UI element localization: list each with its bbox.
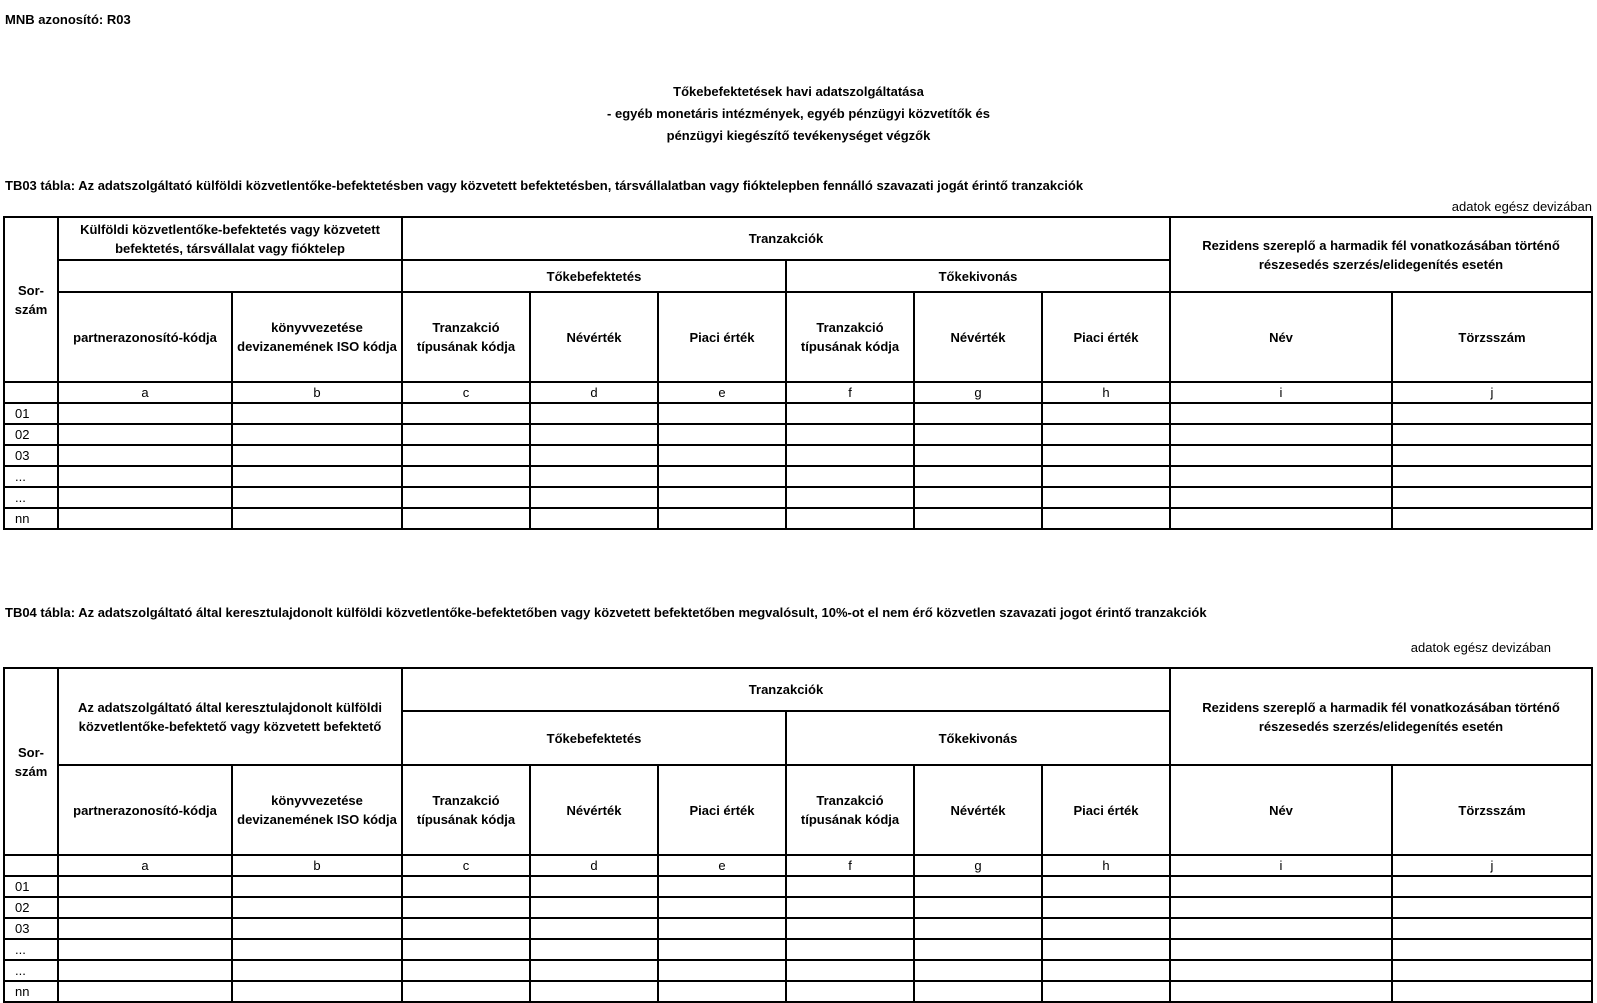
row-number: 03 xyxy=(4,918,58,939)
data-cell[interactable] xyxy=(1042,403,1170,424)
title-line-3: pénzügyi kiegészítő tevékenységet végzők xyxy=(666,128,931,143)
data-cell[interactable] xyxy=(402,981,530,1002)
column-header: partnerazonosító-kódja xyxy=(58,292,232,382)
data-cell[interactable] xyxy=(786,876,914,897)
data-cell[interactable] xyxy=(786,960,914,981)
data-cell[interactable] xyxy=(914,424,1042,445)
data-cell[interactable] xyxy=(1392,487,1592,508)
data-cell[interactable] xyxy=(1392,981,1592,1002)
row-number: 01 xyxy=(4,876,58,897)
data-cell[interactable] xyxy=(1170,960,1392,981)
table-row xyxy=(4,466,1592,487)
data-cell[interactable] xyxy=(1170,445,1392,466)
data-cell[interactable] xyxy=(1170,876,1392,897)
data-cell[interactable] xyxy=(658,424,786,445)
row-number: 02 xyxy=(4,424,58,445)
data-cell[interactable] xyxy=(402,876,530,897)
rezidens-group-header: Rezidens szereplő a harmadik fél vonatkozásában történő részesedés szerzés/elidegenítés esetén xyxy=(1170,217,1592,292)
entity-group-header: Külföldi közvetlentőke-befektetés vagy közvetett befektetés, társvállalat vagy fióktelep xyxy=(58,217,402,260)
data-cell[interactable] xyxy=(914,939,1042,960)
data-cell[interactable] xyxy=(786,508,914,529)
column-letter: b xyxy=(232,382,402,403)
table-row xyxy=(4,508,1592,529)
column-header: Piaci érték xyxy=(1042,292,1170,382)
data-cell[interactable] xyxy=(658,981,786,1002)
data-cell[interactable] xyxy=(658,487,786,508)
tb03-unit-note: adatok egész devizában xyxy=(1451,199,1592,214)
data-cell[interactable] xyxy=(1042,445,1170,466)
data-cell[interactable] xyxy=(914,403,1042,424)
data-cell[interactable] xyxy=(58,918,232,939)
table-row xyxy=(4,403,1592,424)
data-cell[interactable] xyxy=(1392,876,1592,897)
form-title xyxy=(0,81,1597,147)
row-number: 01 xyxy=(4,403,58,424)
data-cell[interactable] xyxy=(58,981,232,1002)
table-row xyxy=(4,424,1592,445)
data-cell[interactable] xyxy=(530,876,658,897)
row-number: ... xyxy=(4,960,58,981)
column-header: Törzsszám xyxy=(1392,292,1592,382)
table-row xyxy=(4,918,1592,939)
letter-row-blank xyxy=(4,855,58,876)
data-cell[interactable] xyxy=(658,403,786,424)
data-cell[interactable] xyxy=(232,466,402,487)
tokebefektetes-header: Tőkebefektetés xyxy=(402,260,786,292)
column-header: Piaci érték xyxy=(1042,765,1170,855)
data-cell[interactable] xyxy=(786,897,914,918)
data-cell[interactable] xyxy=(914,445,1042,466)
data-cell[interactable] xyxy=(658,960,786,981)
data-cell[interactable] xyxy=(232,487,402,508)
row-number: ... xyxy=(4,939,58,960)
data-cell[interactable] xyxy=(658,897,786,918)
data-cell[interactable] xyxy=(530,487,658,508)
data-cell[interactable] xyxy=(786,445,914,466)
tb03-table xyxy=(3,216,1593,530)
data-cell[interactable] xyxy=(58,403,232,424)
data-cell[interactable] xyxy=(1392,508,1592,529)
letter-row-blank xyxy=(4,382,58,403)
data-cell[interactable] xyxy=(786,487,914,508)
data-cell[interactable] xyxy=(232,960,402,981)
data-cell[interactable] xyxy=(530,918,658,939)
data-cell[interactable] xyxy=(402,918,530,939)
entity-group-header-cont xyxy=(58,260,402,292)
data-cell[interactable] xyxy=(402,897,530,918)
column-letter: e xyxy=(658,382,786,403)
row-number: 03 xyxy=(4,445,58,466)
row-number: nn xyxy=(4,508,58,529)
tokekivonas-header: Tőkekivonás xyxy=(786,260,1170,292)
data-cell[interactable] xyxy=(658,445,786,466)
data-cell[interactable] xyxy=(232,508,402,529)
rezidens-group-header: Rezidens szereplő a harmadik fél vonatkozásában történő részesedés szerzés/elidegenítés esetén xyxy=(1170,668,1592,765)
data-cell[interactable] xyxy=(658,876,786,897)
data-cell[interactable] xyxy=(1170,508,1392,529)
data-cell[interactable] xyxy=(914,876,1042,897)
column-header: könyvvezetése devizanemének ISO kódja xyxy=(232,292,402,382)
data-cell[interactable] xyxy=(1042,466,1170,487)
data-cell[interactable] xyxy=(1392,403,1592,424)
column-letter: a xyxy=(58,855,232,876)
data-cell[interactable] xyxy=(58,424,232,445)
row-number: nn xyxy=(4,981,58,1002)
data-cell[interactable] xyxy=(1392,424,1592,445)
column-header: Névérték xyxy=(530,292,658,382)
data-cell[interactable] xyxy=(914,960,1042,981)
tb03-caption: TB03 tábla: Az adatszolgáltató külföldi közvetlentőke-befektetésben vagy közvetett befektetésben, társvállalatban vagy fióktelepben fennálló szavazati jogát érintő tranzakciók xyxy=(5,178,1084,193)
column-letter: i xyxy=(1170,855,1392,876)
tb04-unit-note: adatok egész devizában xyxy=(1410,640,1551,655)
data-cell[interactable] xyxy=(530,981,658,1002)
data-cell[interactable] xyxy=(1042,981,1170,1002)
data-cell[interactable] xyxy=(530,960,658,981)
data-cell[interactable] xyxy=(658,939,786,960)
data-cell[interactable] xyxy=(58,508,232,529)
column-letter: d xyxy=(530,382,658,403)
column-header: Név xyxy=(1170,765,1392,855)
tranzakciok-header: Tranzakciók xyxy=(402,217,1170,260)
sor-szam-header: Sor-szám xyxy=(4,668,58,855)
data-cell[interactable] xyxy=(914,918,1042,939)
sor-szam-header: Sor-szám xyxy=(4,217,58,382)
row-number: ... xyxy=(4,487,58,508)
tranzakciok-header: Tranzakciók xyxy=(402,668,1170,711)
data-cell[interactable] xyxy=(1042,960,1170,981)
table-row xyxy=(4,897,1592,918)
data-cell[interactable] xyxy=(658,508,786,529)
data-cell[interactable] xyxy=(1042,939,1170,960)
column-header: Tranzakció típusának kódja xyxy=(786,292,914,382)
entity-group-header: Az adatszolgáltató által keresztulajdonolt külföldi közvetlentőke-befektető vagy közvetett befektető xyxy=(58,668,402,765)
table-row xyxy=(4,981,1592,1002)
data-cell[interactable] xyxy=(402,403,530,424)
data-cell[interactable] xyxy=(1042,424,1170,445)
column-letter: h xyxy=(1042,855,1170,876)
row-number: ... xyxy=(4,466,58,487)
data-cell[interactable] xyxy=(1170,939,1392,960)
column-header: Tranzakció típusának kódja xyxy=(402,765,530,855)
column-header: Tranzakció típusának kódja xyxy=(402,292,530,382)
column-letter: g xyxy=(914,855,1042,876)
data-cell[interactable] xyxy=(1042,508,1170,529)
column-letter: b xyxy=(232,855,402,876)
data-cell[interactable] xyxy=(402,939,530,960)
data-cell[interactable] xyxy=(402,487,530,508)
data-cell[interactable] xyxy=(1042,918,1170,939)
data-cell[interactable] xyxy=(786,403,914,424)
data-cell[interactable] xyxy=(914,487,1042,508)
data-cell[interactable] xyxy=(1170,466,1392,487)
data-cell[interactable] xyxy=(1392,939,1592,960)
column-header: Névérték xyxy=(530,765,658,855)
data-cell[interactable] xyxy=(58,897,232,918)
data-cell[interactable] xyxy=(914,897,1042,918)
data-cell[interactable] xyxy=(530,508,658,529)
data-cell[interactable] xyxy=(786,466,914,487)
data-cell[interactable] xyxy=(1042,876,1170,897)
column-letter: f xyxy=(786,855,914,876)
data-cell[interactable] xyxy=(402,466,530,487)
data-cell[interactable] xyxy=(58,960,232,981)
data-cell[interactable] xyxy=(1042,897,1170,918)
data-cell[interactable] xyxy=(786,918,914,939)
tb04-table xyxy=(3,667,1593,1003)
title-line-1: Tőkebefektetések havi adatszolgáltatása xyxy=(673,84,924,99)
data-cell[interactable] xyxy=(232,981,402,1002)
data-cell[interactable] xyxy=(658,918,786,939)
column-header: könyvvezetése devizanemének ISO kódja xyxy=(232,765,402,855)
data-cell[interactable] xyxy=(232,939,402,960)
data-cell[interactable] xyxy=(58,876,232,897)
column-header: Törzsszám xyxy=(1392,765,1592,855)
data-cell[interactable] xyxy=(1042,487,1170,508)
data-cell[interactable] xyxy=(1170,897,1392,918)
data-cell[interactable] xyxy=(530,939,658,960)
data-cell[interactable] xyxy=(1392,445,1592,466)
column-letter: c xyxy=(402,382,530,403)
table-row xyxy=(4,445,1592,466)
data-cell[interactable] xyxy=(1170,424,1392,445)
data-cell[interactable] xyxy=(1392,897,1592,918)
column-letter: f xyxy=(786,382,914,403)
data-cell[interactable] xyxy=(1392,918,1592,939)
data-cell[interactable] xyxy=(58,487,232,508)
data-cell[interactable] xyxy=(914,466,1042,487)
column-header: Tranzakció típusának kódja xyxy=(786,765,914,855)
column-header: partnerazonosító-kódja xyxy=(58,765,232,855)
column-header: Névérték xyxy=(914,292,1042,382)
column-letter: j xyxy=(1392,855,1592,876)
data-cell[interactable] xyxy=(1170,403,1392,424)
column-letter: g xyxy=(914,382,1042,403)
data-cell[interactable] xyxy=(1170,981,1392,1002)
column-header: Piaci érték xyxy=(658,765,786,855)
data-cell[interactable] xyxy=(232,918,402,939)
data-cell[interactable] xyxy=(232,403,402,424)
data-cell[interactable] xyxy=(530,403,658,424)
data-cell[interactable] xyxy=(1392,466,1592,487)
data-cell[interactable] xyxy=(786,981,914,1002)
column-header: Név xyxy=(1170,292,1392,382)
mnb-identifier: MNB azonosító: R03 xyxy=(5,12,131,27)
data-cell[interactable] xyxy=(402,508,530,529)
row-number: 02 xyxy=(4,897,58,918)
column-header: Névérték xyxy=(914,765,1042,855)
column-letter: d xyxy=(530,855,658,876)
data-cell[interactable] xyxy=(914,508,1042,529)
table-row xyxy=(4,487,1592,508)
column-header: Piaci érték xyxy=(658,292,786,382)
table-row xyxy=(4,876,1592,897)
data-cell[interactable] xyxy=(232,424,402,445)
table-row xyxy=(4,960,1592,981)
column-letter: c xyxy=(402,855,530,876)
column-letter: h xyxy=(1042,382,1170,403)
data-cell[interactable] xyxy=(530,466,658,487)
data-cell[interactable] xyxy=(402,960,530,981)
title-line-2: - egyéb monetáris intézmények, egyéb pénzügyi közvetítők és xyxy=(607,106,990,121)
data-cell[interactable] xyxy=(658,466,786,487)
data-cell[interactable] xyxy=(58,939,232,960)
column-letter: a xyxy=(58,382,232,403)
data-cell[interactable] xyxy=(402,424,530,445)
data-cell[interactable] xyxy=(1170,918,1392,939)
table-row xyxy=(4,939,1592,960)
data-cell[interactable] xyxy=(1170,487,1392,508)
data-cell[interactable] xyxy=(232,876,402,897)
column-letter: i xyxy=(1170,382,1392,403)
tb04-caption: TB04 tábla: Az adatszolgáltató által keresztulajdonolt külföldi közvetlentőke-befektetőben vagy közvetett befektetőben megvalósult, 10%-ot el nem érő közvetlen szavazati jogot érintő tranzakciók xyxy=(5,605,1207,620)
data-cell[interactable] xyxy=(914,981,1042,1002)
tokebefektetes-header: Tőkebefektetés xyxy=(402,711,786,765)
column-letter: j xyxy=(1392,382,1592,403)
data-cell[interactable] xyxy=(530,897,658,918)
data-cell[interactable] xyxy=(786,939,914,960)
data-cell[interactable] xyxy=(58,445,232,466)
data-cell[interactable] xyxy=(232,445,402,466)
data-cell[interactable] xyxy=(530,445,658,466)
data-cell[interactable] xyxy=(786,424,914,445)
column-letter: e xyxy=(658,855,786,876)
tokekivonas-header: Tőkekivonás xyxy=(786,711,1170,765)
data-cell[interactable] xyxy=(402,445,530,466)
data-cell[interactable] xyxy=(530,424,658,445)
data-cell[interactable] xyxy=(232,897,402,918)
data-cell[interactable] xyxy=(1392,960,1592,981)
data-cell[interactable] xyxy=(58,466,232,487)
